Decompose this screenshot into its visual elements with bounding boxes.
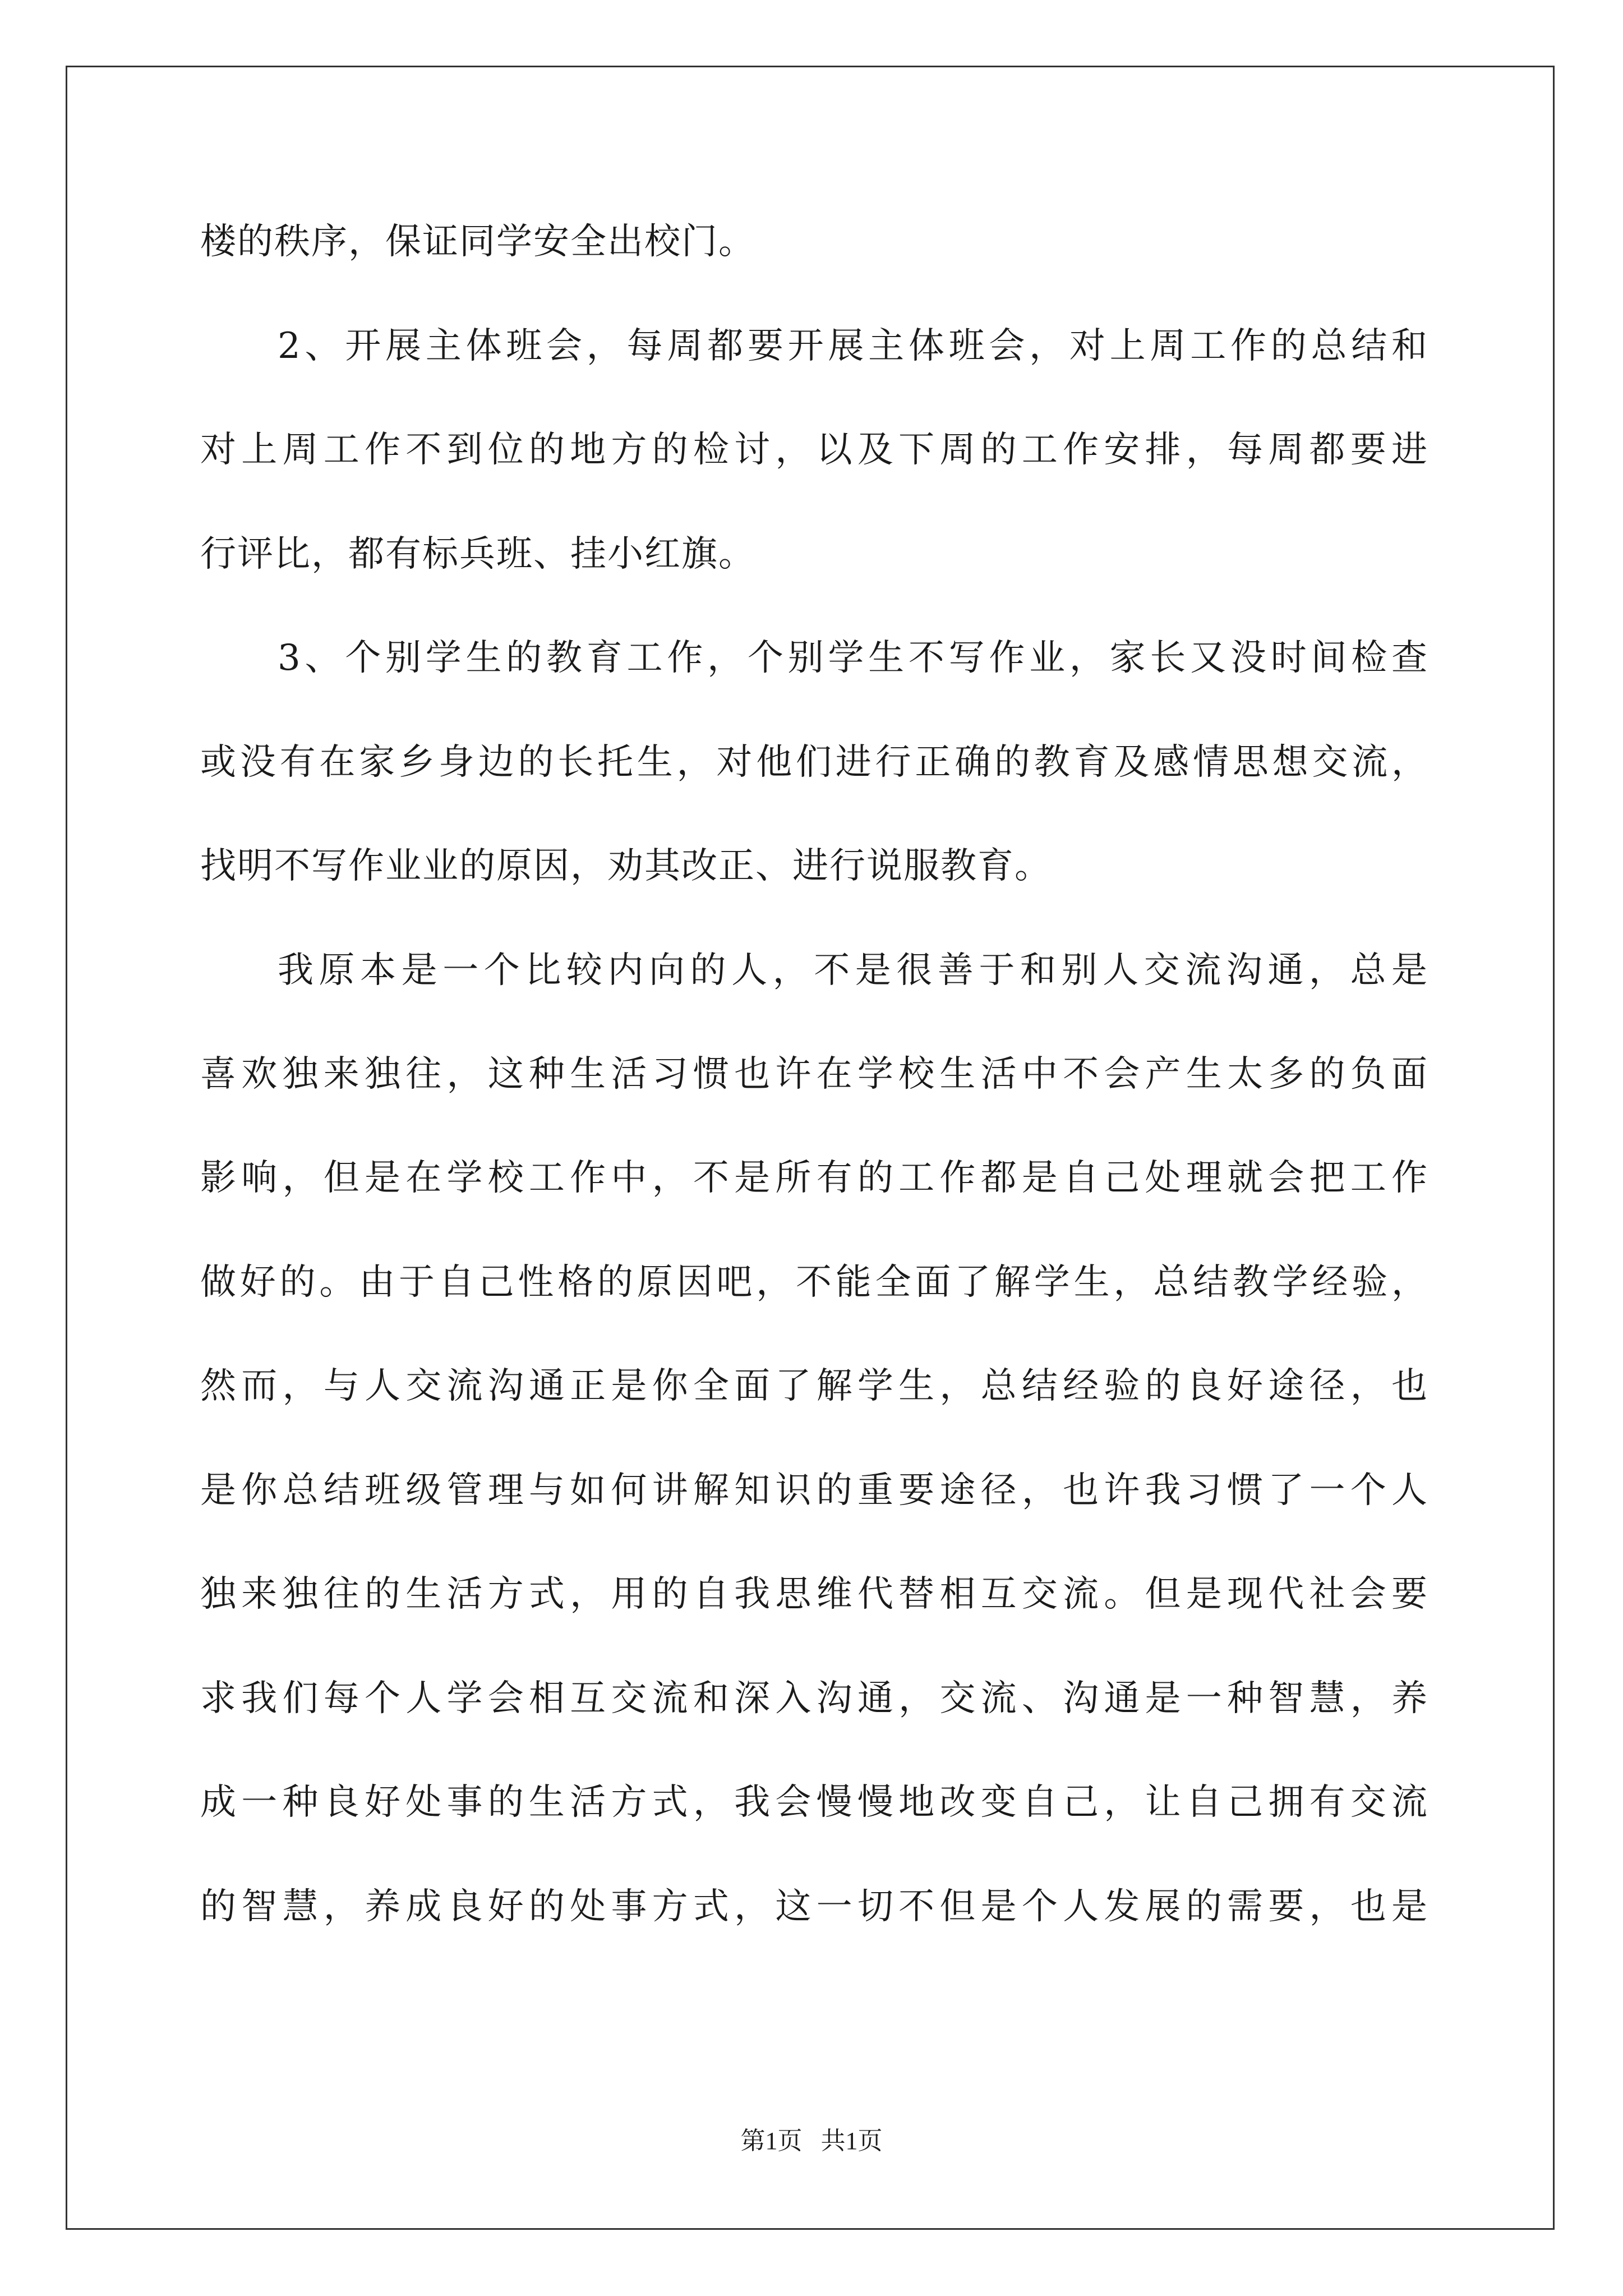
text-line: 行评比，都有标兵班、挂小红旗。 xyxy=(200,533,755,575)
text-line: 的智慧，养成良好的处事方式，这一切不但是个人发展的需要，也是 xyxy=(200,1886,1428,1927)
text-line: 喜欢独来独往，这种生活习惯也许在学校生活中不会产生太多的负面 xyxy=(200,1053,1428,1095)
text-line: 成一种良好处事的生活方式，我会慢慢地改变自己，让自己拥有交流 xyxy=(200,1782,1428,1823)
text-line: 2、开展主体班会，每周都要开展主体班会，对上周工作的总结和 xyxy=(278,325,1428,367)
text-line: 我原本是一个比较内向的人，不是很善于和别人交流沟通，总是 xyxy=(278,950,1428,991)
text-line: 影响，但是在学校工作中，不是所有的工作都是自己处理就会把工作 xyxy=(200,1157,1428,1199)
text-line: 或没有在家乡身边的长托生，对他们进行正确的教育及感情思想交流， xyxy=(200,742,1428,783)
text-line: 做好的。由于自己性格的原因吧，不能全面了解学生，总结教学经验， xyxy=(200,1262,1428,1303)
text-line: 楼的秩序，保证同学安全出校门。 xyxy=(200,221,755,263)
text-line: 然而，与人交流沟通正是你全面了解学生，总结经验的良好途径，也 xyxy=(200,1365,1428,1407)
text-line: 是你总结班级管理与如何讲解知识的重要途径，也许我习惯了一个人 xyxy=(200,1470,1428,1511)
text-line: 独来独往的生活方式，用的自我思维代替相互交流。但是现代社会要 xyxy=(200,1573,1428,1615)
text-line: 找明不写作业业的原因，劝其改正、进行说服教育。 xyxy=(200,845,1052,887)
text-line: 求我们每个人学会相互交流和深入沟通，交流、沟通是一种智慧，养 xyxy=(200,1678,1428,1719)
text-line: 对上周工作不到位的地方的检讨，以及下周的工作安排，每周都要进 xyxy=(200,429,1428,471)
page-footer xyxy=(0,2124,1623,2158)
page-total: 共1页 xyxy=(820,2127,883,2155)
text-line: 3、个别学生的教育工作，个别学生不写作业，家长又没时间检查 xyxy=(278,637,1428,679)
page-number: 第1页 xyxy=(740,2127,803,2155)
